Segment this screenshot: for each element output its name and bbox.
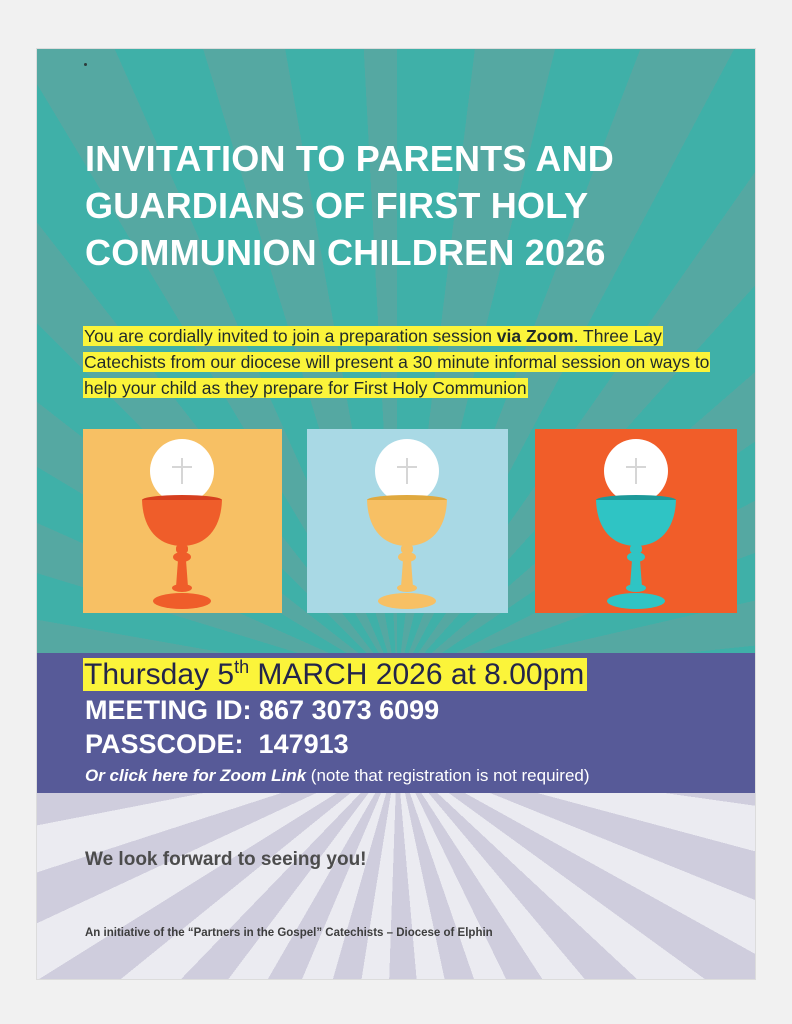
closing-message: We look forward to seeing you! (85, 849, 367, 870)
invitation-title (85, 135, 725, 276)
host-and-chalice-icon (83, 429, 282, 613)
passcode-value: 147913 (258, 729, 349, 759)
invitation-intro (83, 323, 723, 401)
meeting-id-line (85, 693, 439, 727)
zoom-link[interactable]: Or click here for Zoom Link (85, 766, 307, 785)
title-line-3: COMMUNION CHILDREN 2026 (85, 232, 606, 273)
meeting-date-time (83, 657, 587, 693)
flyer-page (36, 48, 756, 980)
host-and-chalice-icon (307, 429, 508, 613)
date-ordinal-suffix: th (234, 657, 250, 677)
initiative-credit: An initiative of the “Partners in the Gospel” Catechists – Diocese of Elphin (85, 927, 493, 939)
communion-illustration-3 (535, 429, 737, 613)
zoom-link-line (85, 765, 590, 787)
zoom-registration-note: (note that registration is not required) (306, 766, 590, 785)
passcode-line (85, 727, 349, 761)
date-day: Thursday 5 (84, 658, 235, 691)
intro-text-end: . Three Lay Catechists from our diocese will present a 30 minute informal session on ways to help your child as they prepare for First Holy Communion (84, 326, 710, 398)
title-line-1: INVITATION TO PARENTS AND (85, 138, 615, 179)
passcode-label: PASSCODE: (85, 729, 244, 759)
host-and-chalice-icon (535, 429, 737, 613)
bullet-dot (84, 63, 87, 66)
meeting-id-value: 867 3073 6099 (259, 695, 440, 725)
communion-illustration-1 (83, 429, 282, 613)
communion-illustration-2 (307, 429, 508, 613)
sunburst-background-bottom (37, 793, 756, 980)
title-line-2: GUARDIANS OF FIRST HOLY (85, 185, 589, 226)
intro-text-start: You are cordially invited to join a preparation session (84, 326, 497, 346)
meeting-id-label: MEETING ID: (85, 695, 252, 725)
intro-text-bold: via Zoom (496, 326, 574, 346)
date-rest: MARCH 2026 at 8.00pm (249, 658, 585, 691)
